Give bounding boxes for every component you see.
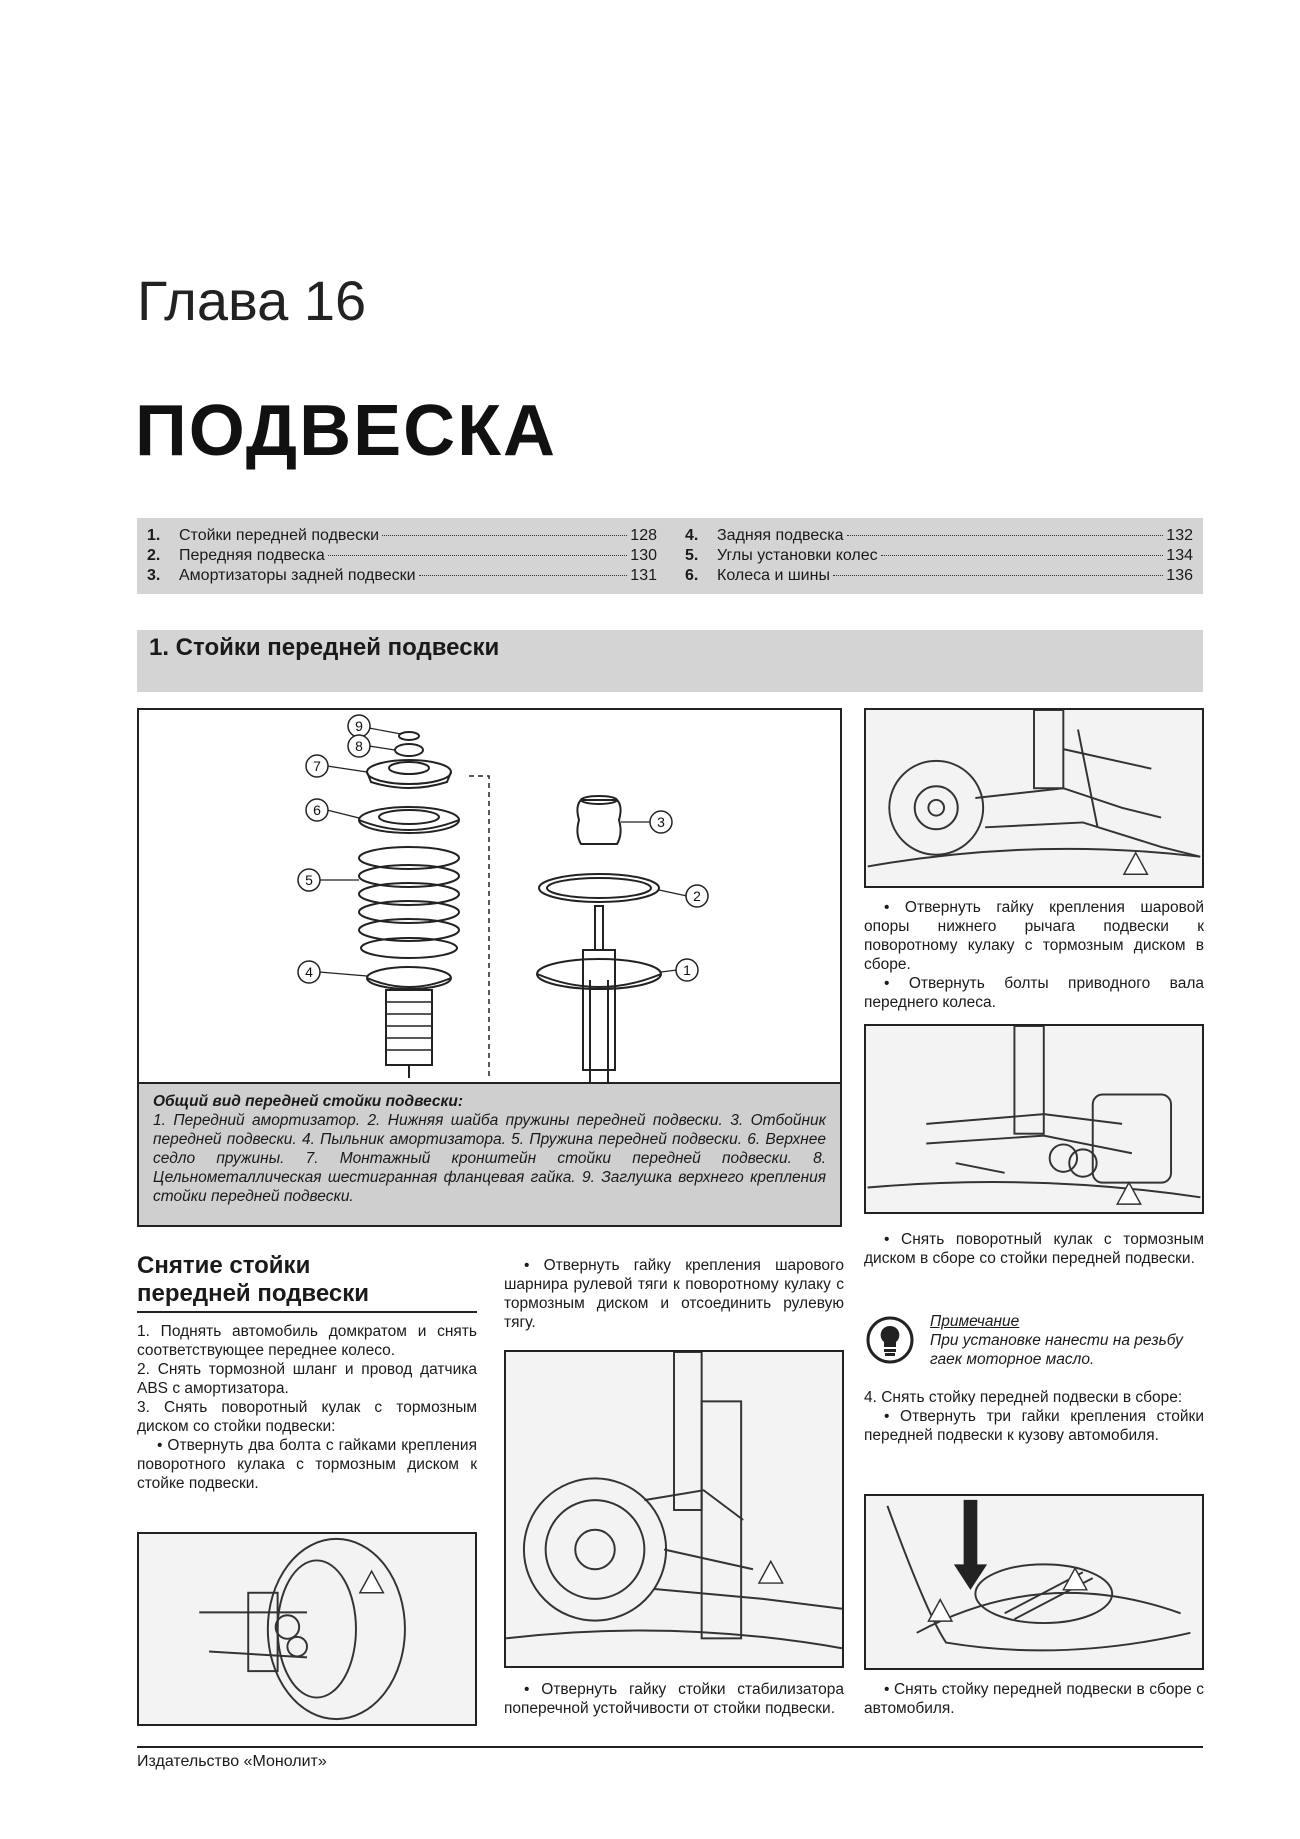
note-block — [930, 1312, 1202, 1369]
toc-entry[interactable]: 1. Стойки передней подвески 128 — [147, 527, 657, 544]
chapter-title: ПОДВЕСКА — [135, 391, 558, 471]
toc-entry[interactable]: 3. Амортизаторы задней подвески 131 — [147, 567, 657, 584]
callout-9: 9 — [355, 718, 363, 734]
photo-strut-nuts — [864, 1494, 1204, 1670]
caption-body: 1. Передний амортизатор. 2. Нижняя шайба пружины передней подвески. 3. Отбойник передней подвески. 4. Пыльник амортизатора. 5. Пружина передней подвески. 6. Верхнее седло пружины. 7. Монтажный кронштейн стойки передней подвески. 8. Цельнометаллическая шестигранная фланцевая гайка. 9. Заглушка верхнего крепления стойки передней подвески. — [153, 1112, 826, 1205]
note-title: Примечание — [930, 1313, 1020, 1330]
caption-title: Общий вид передней стойки подвески: — [153, 1093, 463, 1110]
photo-knuckle-bolts — [137, 1532, 477, 1726]
photo-drive-shaft — [864, 1024, 1204, 1214]
callout-7: 7 — [313, 758, 321, 774]
callout-3: 3 — [657, 814, 665, 830]
callout-6: 6 — [313, 802, 321, 818]
footer-publisher: Издательство «Монолит» — [137, 1753, 327, 1770]
toc-entry[interactable]: 6. Колеса и шины 136 — [685, 567, 1193, 584]
strut-diagram-figure — [137, 708, 842, 1227]
strut-exploded-view — [139, 710, 840, 1082]
callout-1: 1 — [683, 962, 691, 978]
brake-disc-photo-illustration — [506, 1352, 842, 1666]
section-title: 1. Стойки передней подвески — [149, 634, 500, 661]
suspension-photo-illustration — [866, 710, 1202, 886]
note-body: При установке нанести на резьбу гаек моторное масло. — [930, 1332, 1183, 1368]
figure-caption — [139, 1082, 840, 1225]
toc-entry[interactable]: 4. Задняя подвеска 132 — [685, 527, 1193, 544]
photo-tie-rod — [504, 1350, 844, 1668]
toc-entry[interactable]: 2. Передняя подвеска 130 — [147, 547, 657, 564]
text-tie-rod: • Отвернуть гайку крепления шарового шарнира рулевой тяги к поворотному кулаку с тормозным диском и отсоединить рулевую тягу. — [504, 1257, 844, 1331]
text-ball-joint: • Отвернуть гайку крепления шаровой опоры нижнего рычага подвески к поворотному кулаку с тормозным диском в сборе. • Отвернуть болты приводного вала переднего колеса. — [864, 899, 1204, 1011]
removal-heading: Снятие стойки передней подвески — [137, 1252, 477, 1313]
text-step-4: 4. Снять стойку передней подвески в сборе: • Отвернуть три гайки крепления стойки передней подвески к кузову автомобиля. — [864, 1389, 1204, 1444]
toc-entry[interactable]: 5. Углы установки колес 134 — [685, 547, 1193, 564]
text-knuckle-removal: • Снять поворотный кулак с тормозным диском в сборе со стойки передней подвески. — [864, 1231, 1204, 1267]
callout-4: 4 — [305, 964, 313, 980]
callout-2: 2 — [693, 888, 701, 904]
callout-5: 5 — [305, 872, 313, 888]
chapter-label: Глава 16 — [137, 269, 367, 332]
footer-divider — [137, 1746, 1203, 1748]
text-remove-strut: • Снять стойку передней подвески в сборе с автомобиля. — [864, 1681, 1204, 1717]
photo-ball-joint — [864, 708, 1204, 888]
section-heading — [137, 630, 1203, 692]
toc-column-left — [147, 526, 657, 586]
wheel-photo-illustration — [139, 1534, 475, 1724]
table-of-contents — [137, 518, 1203, 594]
driveshaft-photo-illustration — [866, 1026, 1202, 1212]
toc-column-right — [685, 526, 1193, 586]
callout-8: 8 — [355, 738, 363, 754]
strut-top-photo-illustration — [866, 1496, 1202, 1668]
text-removal-steps: 1. Поднять автомобиль домкратом и снять соответствующее переднее колесо. 2. Снять тормозной шланг и провод датчика ABS с амортизатора. 3. Снять поворотный кулак с тормозным диском со стойки подвески: • Отвернуть два болта с гайками крепления поворотного кулака с тормозным диском к стойке подвески. — [137, 1323, 477, 1492]
note-bulb-icon — [866, 1316, 914, 1364]
text-stabilizer: • Отвернуть гайку стойки стабилизатора поперечной устойчивости от стойки подвески. — [504, 1681, 844, 1717]
